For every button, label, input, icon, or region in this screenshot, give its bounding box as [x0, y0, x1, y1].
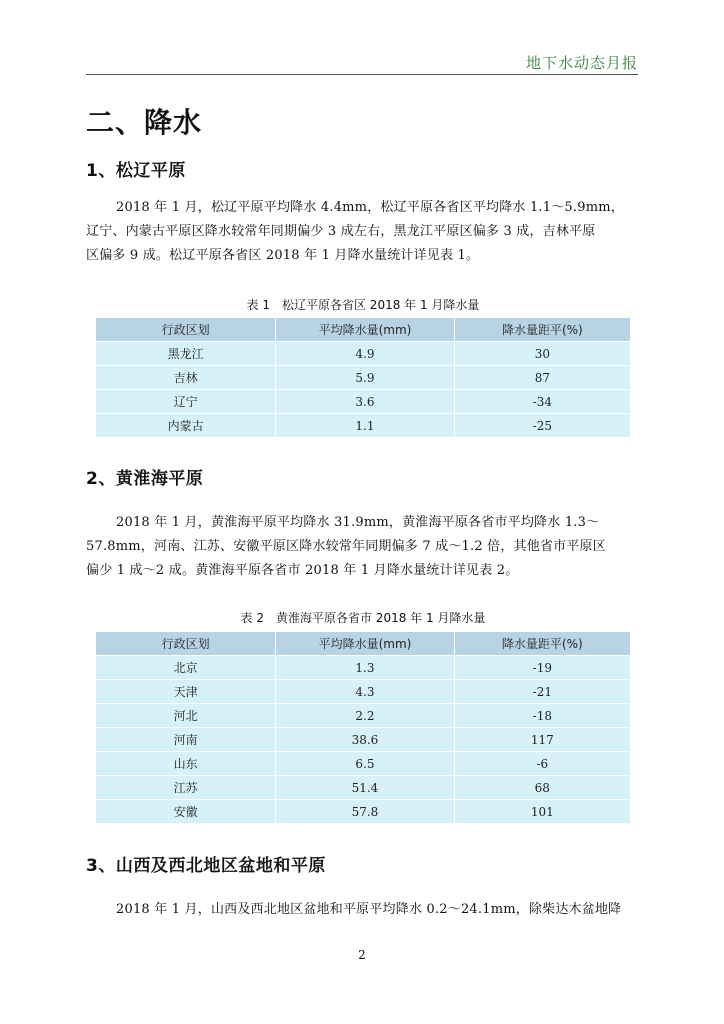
precipitation-table-2 — [96, 632, 630, 824]
paragraph-line: 2018 年 1 月，松辽平原平均降水 4.4mm，松辽平原各省区平均降水 1.1～5.9mm， — [116, 200, 624, 215]
table-row — [96, 800, 630, 824]
cell-anomaly: 101 — [454, 800, 630, 824]
cell-anomaly: -34 — [454, 390, 630, 414]
table-row — [96, 680, 630, 704]
cell-avg-precip: 1.1 — [276, 414, 454, 438]
cell-anomaly: 117 — [454, 728, 630, 752]
table-row — [96, 342, 630, 366]
subsection-heading-1: 1、松辽平原 — [86, 161, 186, 181]
cell-region: 吉林 — [96, 366, 276, 390]
table-caption-2: 表 2 黄淮海平原各省市 2018 年 1 月降水量 — [240, 611, 486, 625]
cell-anomaly: -19 — [454, 656, 630, 680]
column-header-anomaly: 降水量距平(%) — [454, 632, 630, 656]
section-heading: 二、降水 — [86, 106, 203, 139]
cell-avg-precip: 3.6 — [276, 390, 454, 414]
cell-avg-precip: 6.5 — [276, 752, 454, 776]
precipitation-table-1 — [96, 318, 630, 438]
table-header-row — [96, 632, 630, 656]
cell-avg-precip: 2.2 — [276, 704, 454, 728]
running-header-title: 地下水动态月报 — [525, 54, 638, 72]
cell-region: 辽宁 — [96, 390, 276, 414]
paragraph-3 — [86, 898, 638, 922]
column-header-anomaly: 降水量距平(%) — [454, 318, 630, 342]
table-row — [96, 752, 630, 776]
cell-anomaly: -18 — [454, 704, 630, 728]
cell-avg-precip: 1.3 — [276, 656, 454, 680]
cell-avg-precip: 5.9 — [276, 366, 454, 390]
paragraph-line: 辽宁、内蒙古平原区降水较常年同期偏少 3 成左右，黑龙江平原区偏多 3 成，吉林平原 — [86, 224, 596, 239]
cell-region: 江苏 — [96, 776, 276, 800]
cell-region: 黑龙江 — [96, 342, 276, 366]
paragraph-2 — [86, 511, 638, 583]
cell-anomaly: 68 — [454, 776, 630, 800]
table-row — [96, 704, 630, 728]
subsection-heading-2: 2、黄淮海平原 — [86, 469, 204, 489]
table-row — [96, 366, 630, 390]
cell-region: 北京 — [96, 656, 276, 680]
table-row — [96, 776, 630, 800]
paragraph-line: 2018 年 1 月，山西及西北地区盆地和平原平均降水 0.2～24.1mm，除柴达木盆地降 — [116, 902, 622, 917]
cell-anomaly: -6 — [454, 752, 630, 776]
cell-avg-precip: 57.8 — [276, 800, 454, 824]
cell-avg-precip: 4.3 — [276, 680, 454, 704]
table-row — [96, 414, 630, 438]
table-header-row — [96, 318, 630, 342]
paragraph-line: 57.8mm，河南、江苏、安徽平原区降水较常年同期偏多 7 成～1.2 倍，其他省市平原区 — [86, 539, 606, 554]
cell-region: 河北 — [96, 704, 276, 728]
cell-region: 山东 — [96, 752, 276, 776]
cell-region: 安徽 — [96, 800, 276, 824]
cell-avg-precip: 51.4 — [276, 776, 454, 800]
cell-anomaly: -25 — [454, 414, 630, 438]
cell-avg-precip: 38.6 — [276, 728, 454, 752]
cell-region: 天津 — [96, 680, 276, 704]
paragraph-line: 偏少 1 成～2 成。黄淮海平原各省市 2018 年 1 月降水量统计详见表 2。 — [86, 563, 519, 578]
cell-anomaly: 87 — [454, 366, 630, 390]
cell-anomaly: -21 — [454, 680, 630, 704]
page-number: 2 — [358, 948, 366, 962]
table-caption-1: 表 1 松辽平原各省区 2018 年 1 月降水量 — [246, 298, 480, 312]
cell-anomaly: 30 — [454, 342, 630, 366]
table-row — [96, 728, 630, 752]
table-row — [96, 390, 630, 414]
cell-region: 内蒙古 — [96, 414, 276, 438]
cell-region: 河南 — [96, 728, 276, 752]
column-header-avg-precip: 平均降水量(mm) — [276, 318, 454, 342]
header-rule — [86, 74, 638, 75]
paragraph-line: 区偏多 9 成。松辽平原各省区 2018 年 1 月降水量统计详见表 1。 — [86, 248, 480, 263]
table-row — [96, 656, 630, 680]
column-header-region: 行政区划 — [96, 632, 276, 656]
paragraph-1 — [86, 196, 638, 268]
subsection-heading-3: 3、山西及西北地区盆地和平原 — [86, 856, 326, 876]
paragraph-line: 2018 年 1 月，黄淮海平原平均降水 31.9mm，黄淮海平原各省市平均降水 1.3～ — [116, 515, 600, 530]
column-header-region: 行政区划 — [96, 318, 276, 342]
cell-avg-precip: 4.9 — [276, 342, 454, 366]
column-header-avg-precip: 平均降水量(mm) — [276, 632, 454, 656]
